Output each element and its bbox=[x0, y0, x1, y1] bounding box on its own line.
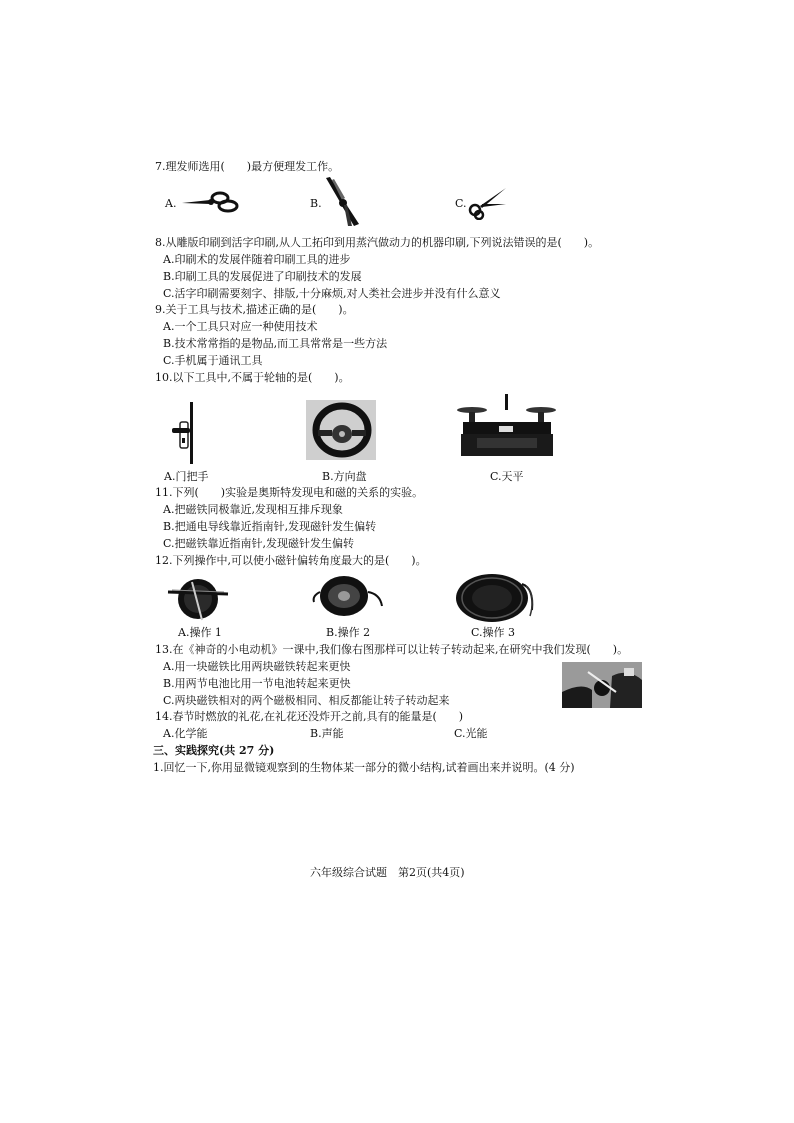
operation-3-compass-icon bbox=[452, 570, 536, 624]
q10-option-c: C.天平 bbox=[490, 470, 524, 483]
section-3-heading: 三、实践探究(共 27 分) bbox=[153, 744, 275, 757]
q13-option-c: C.两块磁铁相对的两个磁极相同、相反都能让转子转动起来 bbox=[163, 694, 450, 707]
q14-option-a: A.化学能 bbox=[163, 727, 208, 740]
operation-2-compass-icon bbox=[310, 572, 384, 620]
q9-stem: 9.关于工具与技术,描述正确的是( )。 bbox=[155, 303, 354, 316]
q14-stem: 14.春节时燃放的礼花,在礼花还没炸开之前,具有的能量是( ) bbox=[155, 710, 464, 723]
q7-option-c: C. bbox=[455, 197, 467, 210]
q9-option-a: A.一个工具只对应一种使用技术 bbox=[163, 320, 318, 333]
q12-option-b: B.操作 2 bbox=[326, 626, 371, 639]
q10-option-a: A.门把手 bbox=[164, 470, 209, 483]
balance-scale-icon bbox=[455, 392, 561, 464]
q8-stem: 8.从雕版印刷到活字印刷,从人工拓印到用蒸汽做动力的机器印刷,下列说法错误的是( )。 bbox=[155, 236, 600, 249]
page-footer: 六年级综合试题 第2页(共4页) bbox=[310, 866, 465, 879]
q10-stem: 10.以下工具中,不属于轮轴的是( )。 bbox=[155, 371, 350, 384]
q11-stem: 11.下列( )实验是奥斯特发现电和磁的关系的实验。 bbox=[155, 486, 424, 499]
pliers-icon bbox=[322, 176, 362, 230]
q9-option-c: C.手机属于通讯工具 bbox=[163, 354, 263, 367]
door-handle-icon bbox=[168, 400, 208, 466]
q13-option-a: A.用一块磁铁比用两块磁铁转起来更快 bbox=[163, 660, 351, 673]
operation-1-compass-icon bbox=[166, 574, 230, 624]
q11-option-c: C.把磁铁靠近指南针,发现磁针发生偏转 bbox=[163, 537, 355, 550]
q12-stem: 12.下列操作中,可以使小磁针偏转角度最大的是( )。 bbox=[155, 554, 427, 567]
hair-scissors-icon bbox=[466, 186, 508, 220]
q9-option-b: B.技术常常指的是物品,而工具常常是一些方法 bbox=[163, 337, 388, 350]
q14-option-b: B.声能 bbox=[310, 727, 344, 740]
kitchen-scissors-icon bbox=[180, 190, 240, 214]
q8-option-b: B.印刷工具的发展促进了印刷技术的发展 bbox=[163, 270, 362, 283]
q8-option-c: C.活字印刷需要刻字、排版,十分麻烦,对人类社会进步并没有什么意义 bbox=[163, 287, 501, 300]
section-3-question-1: 1.回忆一下,你用显微镜观察到的生物体某一部分的微小结构,试着画出来并说明。(4 分) bbox=[153, 761, 575, 774]
q12-option-a: A.操作 1 bbox=[178, 626, 222, 639]
q12-option-c: C.操作 3 bbox=[471, 626, 516, 639]
q7-stem: 7.理发师选用( )最方便理发工作。 bbox=[155, 160, 340, 173]
q8-option-a: A.印刷术的发展伴随着印刷工具的进步 bbox=[163, 253, 351, 266]
q7-option-b: B. bbox=[310, 197, 322, 210]
q11-option-b: B.把通电导线靠近指南针,发现磁针发生偏转 bbox=[163, 520, 377, 533]
steering-wheel-icon bbox=[306, 400, 376, 460]
q7-option-a: A. bbox=[165, 197, 177, 210]
q14-option-c: C.光能 bbox=[454, 727, 488, 740]
q11-option-a: A.把磁铁同极靠近,发现相互排斥现象 bbox=[163, 503, 343, 516]
q10-option-b: B.方向盘 bbox=[322, 470, 367, 483]
motor-rotor-photo-icon bbox=[562, 662, 642, 708]
q13-stem: 13.在《神奇的小电动机》一课中,我们像右图那样可以让转子转动起来,在研究中我们发现( )。 bbox=[155, 643, 629, 656]
q13-option-b: B.用两节电池比用一节电池转起来更快 bbox=[163, 677, 351, 690]
